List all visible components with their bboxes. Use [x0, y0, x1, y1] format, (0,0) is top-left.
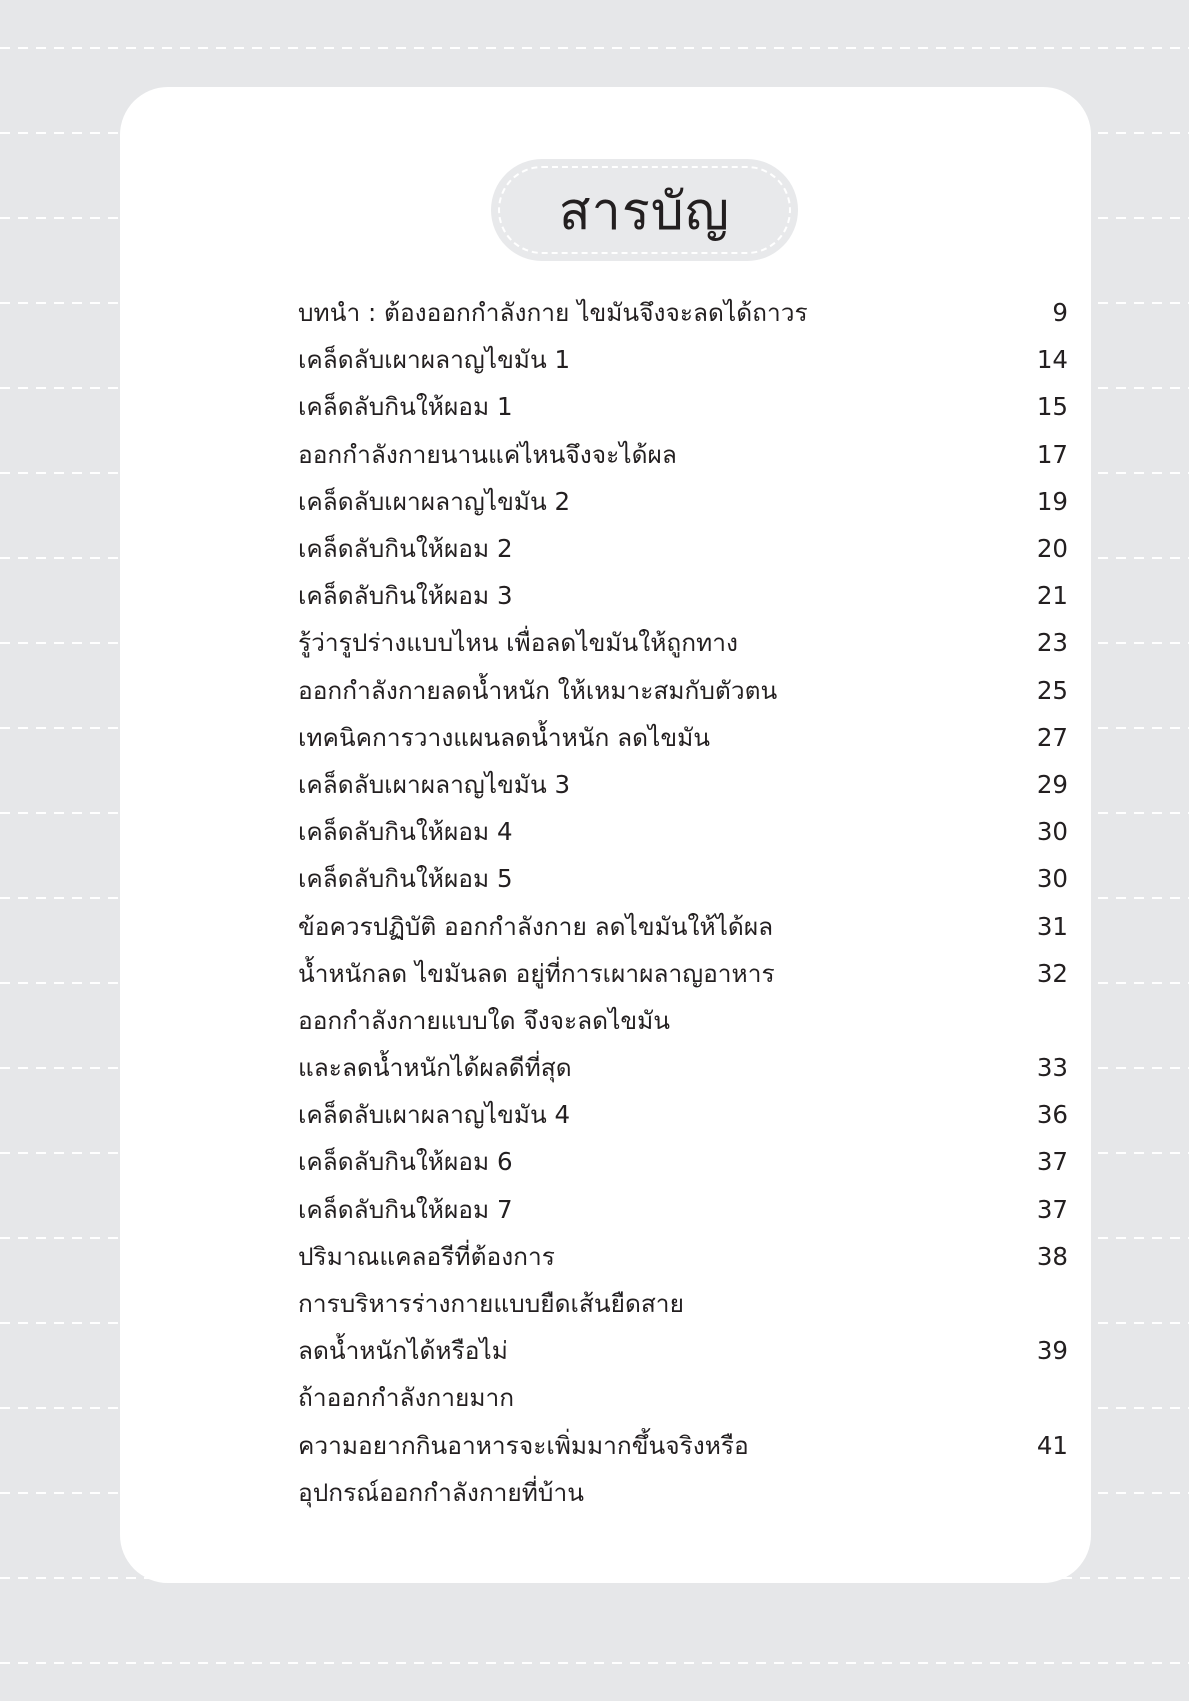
toc-entry-title: รู้ว่ารูปร่างแบบไหน เพื่อลดไขมันให้ถูกทาง: [298, 628, 738, 658]
toc-entry[interactable]: [298, 525, 1068, 572]
toc-entry-page: 14: [1036, 345, 1068, 375]
toc-entry-page: 23: [1036, 628, 1068, 658]
toc-entry-page: 29: [1036, 769, 1068, 799]
toc-entry-title: ออกกำลังกายนานแค่ไหนจึงจะได้ผล: [298, 439, 677, 469]
toc-entry-page: 15: [1036, 392, 1068, 422]
toc-entry-page: 32: [1036, 958, 1068, 988]
toc-entry-title: เคล็ดลับเผาผลาญไขมัน 1: [298, 345, 571, 375]
toc-entry-page: 19: [1036, 486, 1068, 516]
toc-entry[interactable]: [298, 761, 1068, 808]
toc-entry-title: เคล็ดลับกินให้ผอม 2: [298, 534, 513, 564]
toc-entry-title: อุปกรณ์ออกกำลังกายที่บ้าน: [298, 1477, 584, 1507]
toc-entry-title: เคล็ดลับกินให้ผอม 7: [298, 1194, 513, 1224]
toc-entry[interactable]: [298, 1186, 1068, 1233]
toc-entry[interactable]: [298, 855, 1068, 902]
toc-entry[interactable]: [298, 289, 1068, 336]
toc-entry-title: เคล็ดลับกินให้ผอม 5: [298, 864, 513, 894]
toc-entry-page: 31: [1036, 911, 1068, 941]
toc-entry[interactable]: [298, 1138, 1068, 1185]
toc-entry-title: ถ้าออกกำลังกายมาก: [298, 1383, 515, 1413]
toc-entry-page: 37: [1036, 1194, 1068, 1224]
content-card: [120, 87, 1091, 1583]
toc-entry-page: 38: [1036, 1241, 1068, 1271]
toc-entry-title: และลดน้ำหนักได้ผลดีที่สุด: [298, 1053, 572, 1083]
toc-entry[interactable]: [298, 383, 1068, 430]
table-of-contents: [298, 289, 1068, 1516]
toc-entry-title: บทนำ : ต้องออกกำลังกาย ไขมันจึงจะลดได้ถาวร: [298, 298, 808, 328]
toc-entry[interactable]: [298, 997, 1068, 1044]
page-title: สารบัญ: [558, 182, 731, 242]
toc-entry-page: 25: [1036, 675, 1068, 705]
toc-entry-title: เคล็ดลับกินให้ผอม 3: [298, 581, 513, 611]
toc-entry[interactable]: [298, 1091, 1068, 1138]
toc-entry-page: 39: [1036, 1336, 1068, 1366]
toc-entry-page: 21: [1036, 581, 1068, 611]
toc-entry-title: ออกกำลังกายลดน้ำหนัก ให้เหมาะสมกับตัวตน: [298, 675, 778, 705]
toc-entry-title: เคล็ดลับกินให้ผอม 4: [298, 817, 513, 847]
toc-entry[interactable]: [298, 572, 1068, 619]
toc-entry[interactable]: [298, 1233, 1068, 1280]
toc-entry[interactable]: [298, 336, 1068, 383]
toc-entry-title: ออกกำลังกายแบบใด จึงจะลดไขมัน: [298, 1005, 671, 1035]
toc-entry[interactable]: [298, 1044, 1068, 1091]
toc-entry-page: 9: [1052, 298, 1068, 328]
toc-entry-title: ข้อควรปฏิบัติ ออกกำลังกาย ลดไขมันให้ได้ผล: [298, 911, 774, 941]
toc-entry-title: เคล็ดลับกินให้ผอม 1: [298, 392, 513, 422]
toc-entry-title: เทคนิคการวางแผนลดน้ำหนัก ลดไขมัน: [298, 722, 711, 752]
toc-entry-title: ความอยากกินอาหารจะเพิ่มมากขึ้นจริงหรือ: [298, 1430, 749, 1460]
toc-entry[interactable]: [298, 1374, 1068, 1421]
toc-entry-title: ลดน้ำหนักได้หรือไม่: [298, 1336, 508, 1366]
toc-entry-title: เคล็ดลับเผาผลาญไขมัน 4: [298, 1100, 571, 1130]
toc-entry-page: 20: [1036, 534, 1068, 564]
title-pill: [491, 159, 798, 261]
toc-entry-title: เคล็ดลับเผาผลาญไขมัน 3: [298, 769, 571, 799]
toc-entry[interactable]: [298, 950, 1068, 997]
toc-entry[interactable]: [298, 714, 1068, 761]
toc-entry-title: เคล็ดลับเผาผลาญไขมัน 2: [298, 486, 571, 516]
toc-entry-page: 37: [1036, 1147, 1068, 1177]
toc-entry[interactable]: [298, 1422, 1068, 1469]
toc-entry-title: เคล็ดลับกินให้ผอม 6: [298, 1147, 513, 1177]
toc-entry[interactable]: [298, 431, 1068, 478]
toc-entry-title: การบริหารร่างกายแบบยืดเส้นยืดสาย: [298, 1289, 684, 1319]
toc-entry-page: 30: [1036, 864, 1068, 894]
toc-entry-title: ปริมาณแคลอรีที่ต้องการ: [298, 1241, 555, 1271]
toc-entry-page: 27: [1036, 722, 1068, 752]
toc-entry[interactable]: [298, 1469, 1068, 1516]
toc-entry[interactable]: [298, 478, 1068, 525]
toc-entry[interactable]: [298, 1327, 1068, 1374]
toc-entry-page: 30: [1036, 817, 1068, 847]
toc-entry[interactable]: [298, 902, 1068, 949]
toc-entry-page: 36: [1036, 1100, 1068, 1130]
toc-entry-page: 33: [1036, 1053, 1068, 1083]
toc-entry-page: 17: [1036, 439, 1068, 469]
toc-entry[interactable]: [298, 1280, 1068, 1327]
toc-entry[interactable]: [298, 667, 1068, 714]
toc-entry-page: 41: [1036, 1430, 1068, 1460]
toc-entry[interactable]: [298, 619, 1068, 666]
toc-entry[interactable]: [298, 808, 1068, 855]
toc-entry-title: น้ำหนักลด ไขมันลด อยู่ที่การเผาผลาญอาหาร: [298, 958, 775, 988]
